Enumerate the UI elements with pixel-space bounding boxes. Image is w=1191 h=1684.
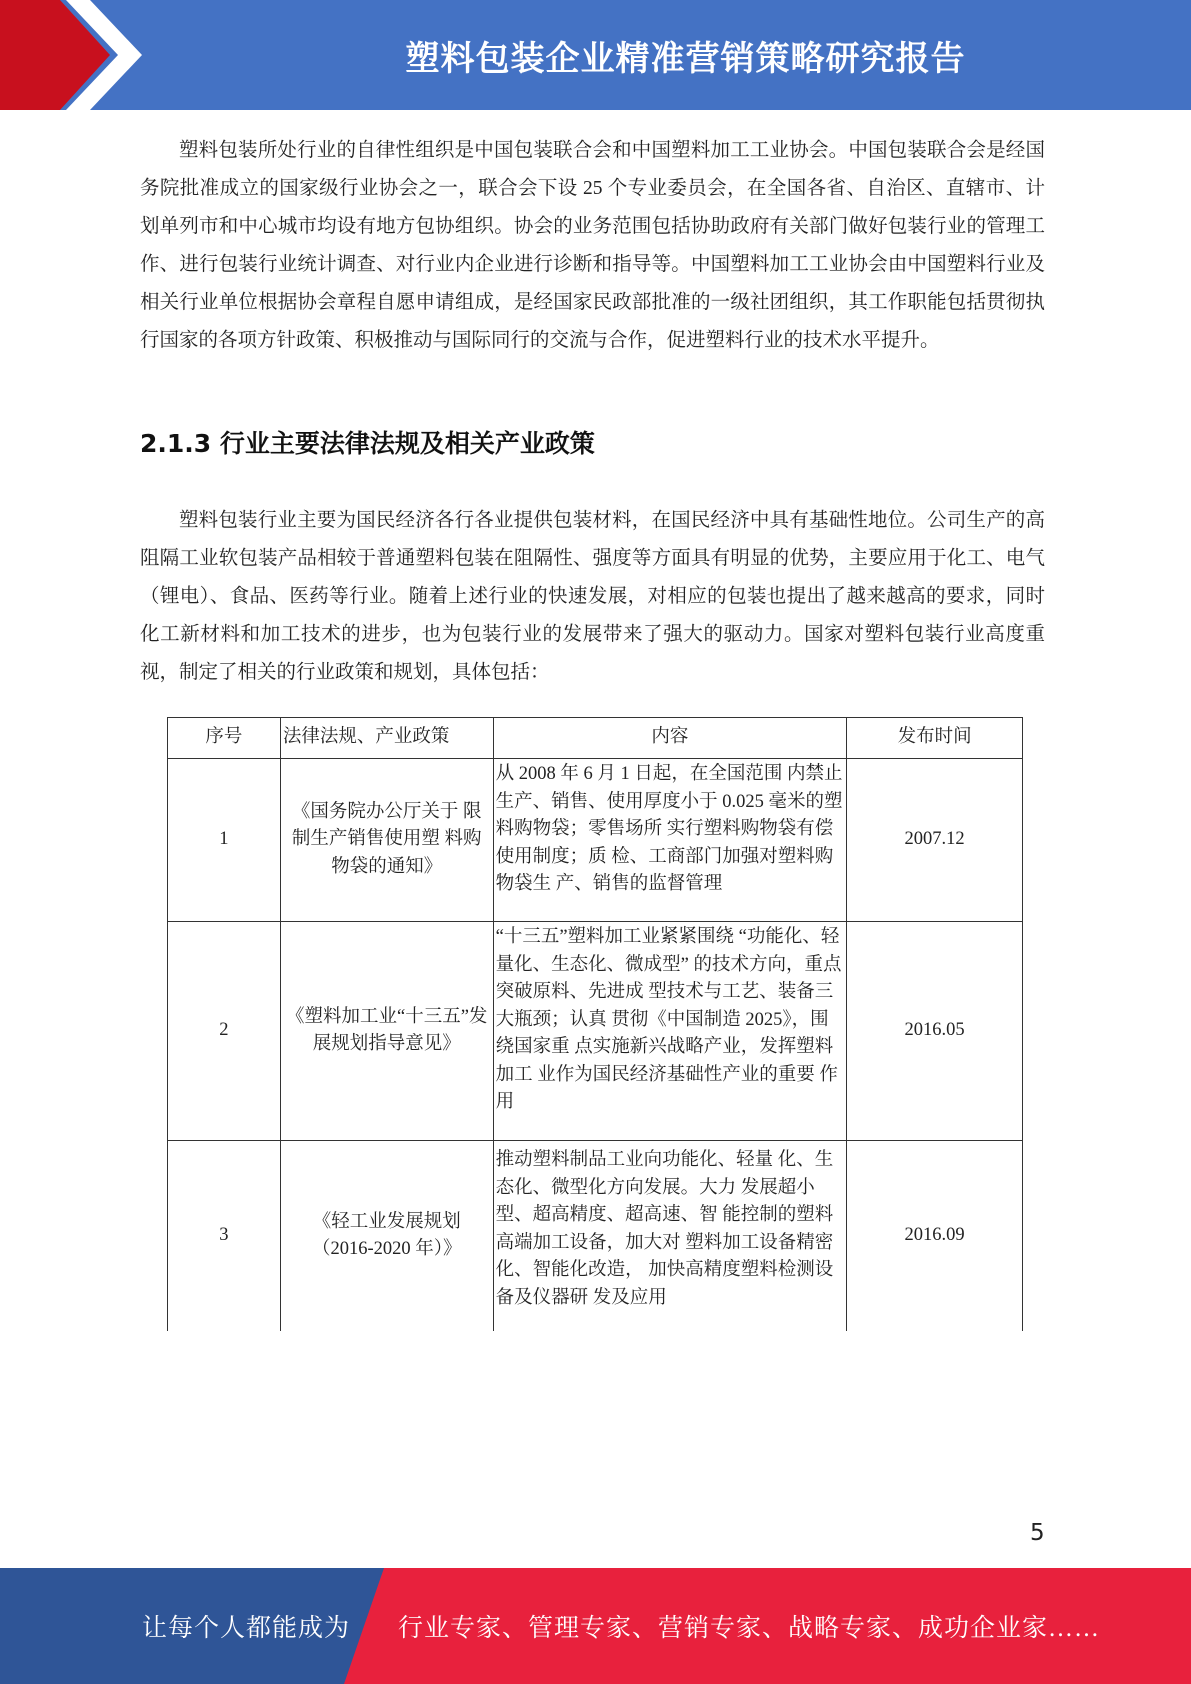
row-content-text: 推动塑料制品工业向功能化、轻量 化、生态化、微型化方向发展。大力 发展超小型、超高精度、超高速、智 能控制的塑料高端加工设备，加大对 塑料加工设备精密化、智能化改造， 加快高精度塑料检测设备及仪器研 发及应用: [495, 1150, 834, 1308]
row-content: [493, 759, 847, 922]
intro-paragraph: 塑料包装所处行业的自律性组织是中国包装联合会和中国塑料加工工业协会。中国包装联合会是经国务院批准成立的国家级行业协会之一，联合会下设 25 个专业委员会，在全国各省、自治区、直辖市、计划单列市和中心城市均设有地方包协组织。协会的业务范围包括协助政府有关部门做好包装行业的管理工作、进行包装行业统计调查、对行业内企业进行诊断和指导等。中国塑料加工工业协会由中国塑料行业及相关行业单位根据协会章程自愿申请组成，是经国家民政部批准的一级社团组织，其工作职能包括贯彻执行国家的各项方针政策、积极推动与国际同行的交流与合作，促进塑料行业的技术水平提升。: [140, 140, 1045, 351]
table-header-row: [168, 718, 1023, 759]
footer-band: [0, 1568, 1191, 1684]
header-no: 序号: [168, 718, 281, 759]
row-content-text: “十三五”塑料加工业紧紧围绕 “功能化、轻量化、生态化、微成型” 的技术方向，重点突破原料、先进成 型技术与工艺、装备三大瓶颈；认真 贯彻《中国制造 2025》，围绕国家重 点实施新兴战略产业，发挥塑料加工 业作为国民经济基础性产业的重要 作用: [495, 927, 842, 1112]
row-law: 《国务院办公厅关于 限制生产销售使用塑 料购物袋的通知》: [280, 759, 493, 922]
page-number: 5: [1030, 1520, 1045, 1546]
footer-slogan-left: 让每个人都能成为: [142, 1615, 351, 1642]
row-no: 3: [168, 1141, 281, 1332]
header-date: 发布时间: [847, 718, 1023, 759]
policy-table: [167, 717, 1023, 1331]
row-date: 2016.09: [847, 1141, 1023, 1332]
row-content: [493, 922, 847, 1141]
header-band: [0, 0, 1191, 110]
header-arrow-decoration: [0, 0, 160, 110]
row-no: 2: [168, 922, 281, 1141]
row-date: 2007.12: [847, 759, 1023, 922]
row-content-text: 从 2008 年 6 月 1 日起，在全国范围 内禁止生产、销售、使用厚度小于 0.025 毫米的塑料购物袋；零售场所 实行塑料购物袋有偿使用制度；质 检、工商部门加强对塑料购物袋生 产、销售的监督管理: [495, 764, 843, 894]
row-content: [493, 1141, 847, 1332]
row-law: 《塑料加工业“十三五”发展规划指导意见》: [280, 922, 493, 1141]
row-date: 2016.05: [847, 922, 1023, 1141]
row-no: 1: [168, 759, 281, 922]
footer-slogan-right: 行业专家、管理专家、营销专家、战略专家、成功企业家……: [398, 1615, 1101, 1642]
header-content: 内容: [493, 718, 847, 759]
section-heading: 2.1.3 行业主要法律法规及相关产业政策: [140, 429, 595, 458]
table-row: [168, 759, 1023, 922]
row-law: 《轻工业发展规划（2016-2020 年）》: [280, 1141, 493, 1332]
table-row: [168, 922, 1023, 1141]
report-title: 塑料包装企业精准营销策略研究报告: [405, 38, 966, 79]
table-row: [168, 1141, 1023, 1332]
policy-paragraph: 塑料包装行业主要为国民经济各行各业提供包装材料，在国民经济中具有基础性地位。公司生产的高阻隔工业软包装产品相较于普通塑料包装在阻隔性、强度等方面具有明显的优势，主要应用于化工、电气（锂电）、食品、医药等行业。随着上述行业的快速发展，对相应的包装也提出了越来越高的要求，同时化工新材料和加工技术的进步，也为包装行业的发展带来了强大的驱动力。国家对塑料包装行业高度重视，制定了相关的行业政策和规划，具体包括：: [140, 510, 1045, 683]
header-law: 法律法规、产业政策: [280, 718, 493, 759]
